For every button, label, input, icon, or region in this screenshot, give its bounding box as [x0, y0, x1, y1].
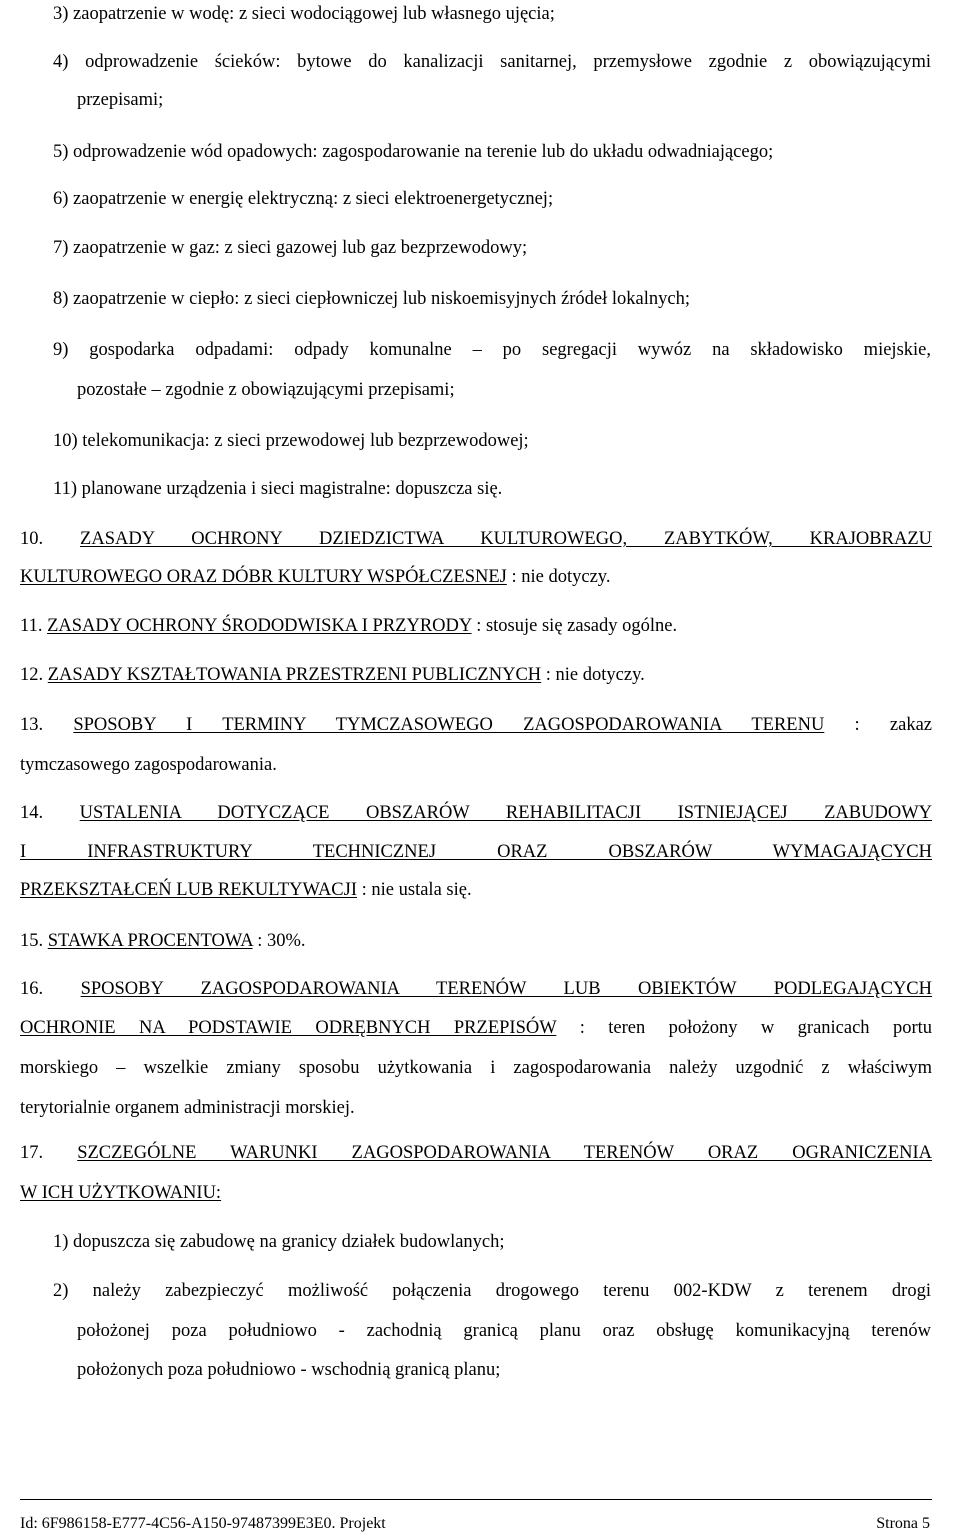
- section-number: 15.: [20, 931, 48, 951]
- section-heading: ZASADY OCHRONY DZIEDZICTWA KULTUROWEGO, ZABYTKÓW, KRAJOBRAZU: [80, 529, 932, 549]
- section-heading: SPOSOBY ZAGOSPODAROWANIA TERENÓW LUB OBIEKTÓW PODLEGAJĄCYCH: [80, 979, 933, 999]
- item-11: 11) planowane urządzenia i sieci magistralne: dopuszcza się.: [53, 479, 503, 499]
- section-17-line2: [20, 1181, 221, 1205]
- item-b-2: 2) należy zabezpieczyć możliwość połączenia drogowego terenu 002-KDW z terenem drogi: [53, 1281, 931, 1301]
- item-8: 8) zaopatrzenie w ciepło: z sieci ciepłowniczej lub niskoemisyjnych źródeł lokalnych;: [53, 289, 690, 309]
- section-text: : zakaz: [824, 715, 932, 735]
- section-number: 14.: [20, 803, 80, 823]
- section-text: : nie ustala się.: [357, 880, 472, 900]
- footer-document-id: Id: 6F986158-E777-4C56-A150-97487399E3E0. Projekt: [20, 1515, 386, 1532]
- section-text: : nie dotyczy.: [506, 567, 611, 587]
- section-number: 12.: [20, 665, 48, 685]
- section-10-line2: [20, 565, 610, 589]
- section-heading: SPOSOBY I TERMINY TYMCZASOWEGO ZAGOSPODAROWANIA TERENU: [73, 715, 825, 735]
- footer-divider: [20, 1499, 932, 1500]
- section-13-line1: [20, 713, 932, 737]
- section-text: : stosuje się zasady ogólne.: [471, 616, 678, 636]
- section-16-line4: terytorialnie organem administracji morskiej.: [20, 1098, 355, 1118]
- section-16-line1: [20, 977, 932, 1001]
- item-4-cont: przepisami;: [77, 90, 164, 110]
- section-13-line2: tymczasowego zagospodarowania.: [20, 755, 277, 775]
- section-14-line1: [20, 801, 932, 825]
- section-heading: W ICH UŻYTKOWANIU:: [20, 1183, 222, 1203]
- section-17-line1: [20, 1141, 932, 1165]
- section-11: [20, 614, 677, 638]
- item-4: 4) odprowadzenie ścieków: bytowe do kanalizacji sanitarnej, przemysłowe zgodnie z obowiązującymi: [53, 52, 931, 72]
- item-7: 7) zaopatrzenie w gaz: z sieci gazowej lub gaz bezprzewodowy;: [53, 238, 528, 258]
- section-14-line2: [20, 840, 932, 864]
- section-heading: KULTUROWEGO ORAZ DÓBR KULTURY WSPÓŁCZESNEJ: [20, 567, 507, 587]
- item-b-2-cont1: położonej poza południowo - zachodnią granicą planu oraz obsługę komunikacyjną terenów: [77, 1321, 931, 1341]
- section-15: [20, 929, 306, 953]
- section-16-line3: morskiego – wszelkie zmiany sposobu użytkowania i zagospodarowania należy uzgodnić z właściwym: [20, 1058, 932, 1078]
- section-16-line2: [20, 1016, 932, 1040]
- section-number: 16.: [20, 979, 81, 999]
- item-b-2-cont2: położonych poza południowo - wschodnią granicą planu;: [77, 1360, 501, 1380]
- item-b-1: 1) dopuszcza się zabudowę na granicy działek budowlanych;: [53, 1232, 505, 1252]
- section-number: 10.: [20, 529, 81, 549]
- item-6: 6) zaopatrzenie w energię elektryczną: z sieci elektroenergetycznej;: [53, 189, 554, 209]
- section-heading: I INFRASTRUKTURY TECHNICZNEJ ORAZ OBSZARÓW WYMAGAJĄCYCH: [20, 842, 932, 862]
- item-10: 10) telekomunikacja: z sieci przewodowej lub bezprzewodowej;: [53, 431, 529, 451]
- section-text: : 30%.: [252, 931, 306, 951]
- section-heading: USTALENIA DOTYCZĄCE OBSZARÓW REHABILITACJI ISTNIEJĄCEJ ZABUDOWY: [79, 803, 933, 823]
- item-5: 5) odprowadzenie wód opadowych: zagospodarowanie na terenie lub do układu odwadniającego;: [53, 142, 774, 162]
- item-9-cont: pozostałe – zgodnie z obowiązującymi przepisami;: [77, 380, 455, 400]
- section-heading: SZCZEGÓLNE WARUNKI ZAGOSPODAROWANIA TERENÓW ORAZ OGRANICZENIA: [77, 1143, 933, 1163]
- section-12: [20, 663, 645, 687]
- section-14-line3: [20, 878, 472, 902]
- footer-page-number: Strona 5: [876, 1515, 930, 1532]
- section-heading: PRZEKSZTAŁCEŃ LUB REKULTYWACJI: [20, 880, 358, 900]
- section-number: 17.: [20, 1143, 78, 1163]
- item-9: 9) gospodarka odpadami: odpady komunalne – po segregacji wywóz na składowisko miejskie,: [53, 340, 931, 360]
- section-heading: STAWKA PROCENTOWA: [47, 931, 253, 951]
- section-heading: OCHRONIE NA PODSTAWIE ODRĘBNYCH PRZEPISÓW: [20, 1018, 557, 1038]
- section-text: : nie dotyczy.: [541, 665, 645, 685]
- section-number: 11.: [20, 616, 48, 636]
- section-text: : teren położony w granicach portu: [556, 1018, 932, 1038]
- section-heading: ZASADY OCHRONY ŚRODODWISKA I PRZYRODY: [47, 616, 472, 636]
- item-3: 3) zaopatrzenie w wodę: z sieci wodociągowej lub własnego ujęcia;: [53, 4, 555, 24]
- section-number: 13.: [20, 715, 74, 735]
- section-heading: ZASADY KSZTAŁTOWANIA PRZESTRZENI PUBLICZNYCH: [47, 665, 542, 685]
- section-10-line1: [20, 527, 932, 551]
